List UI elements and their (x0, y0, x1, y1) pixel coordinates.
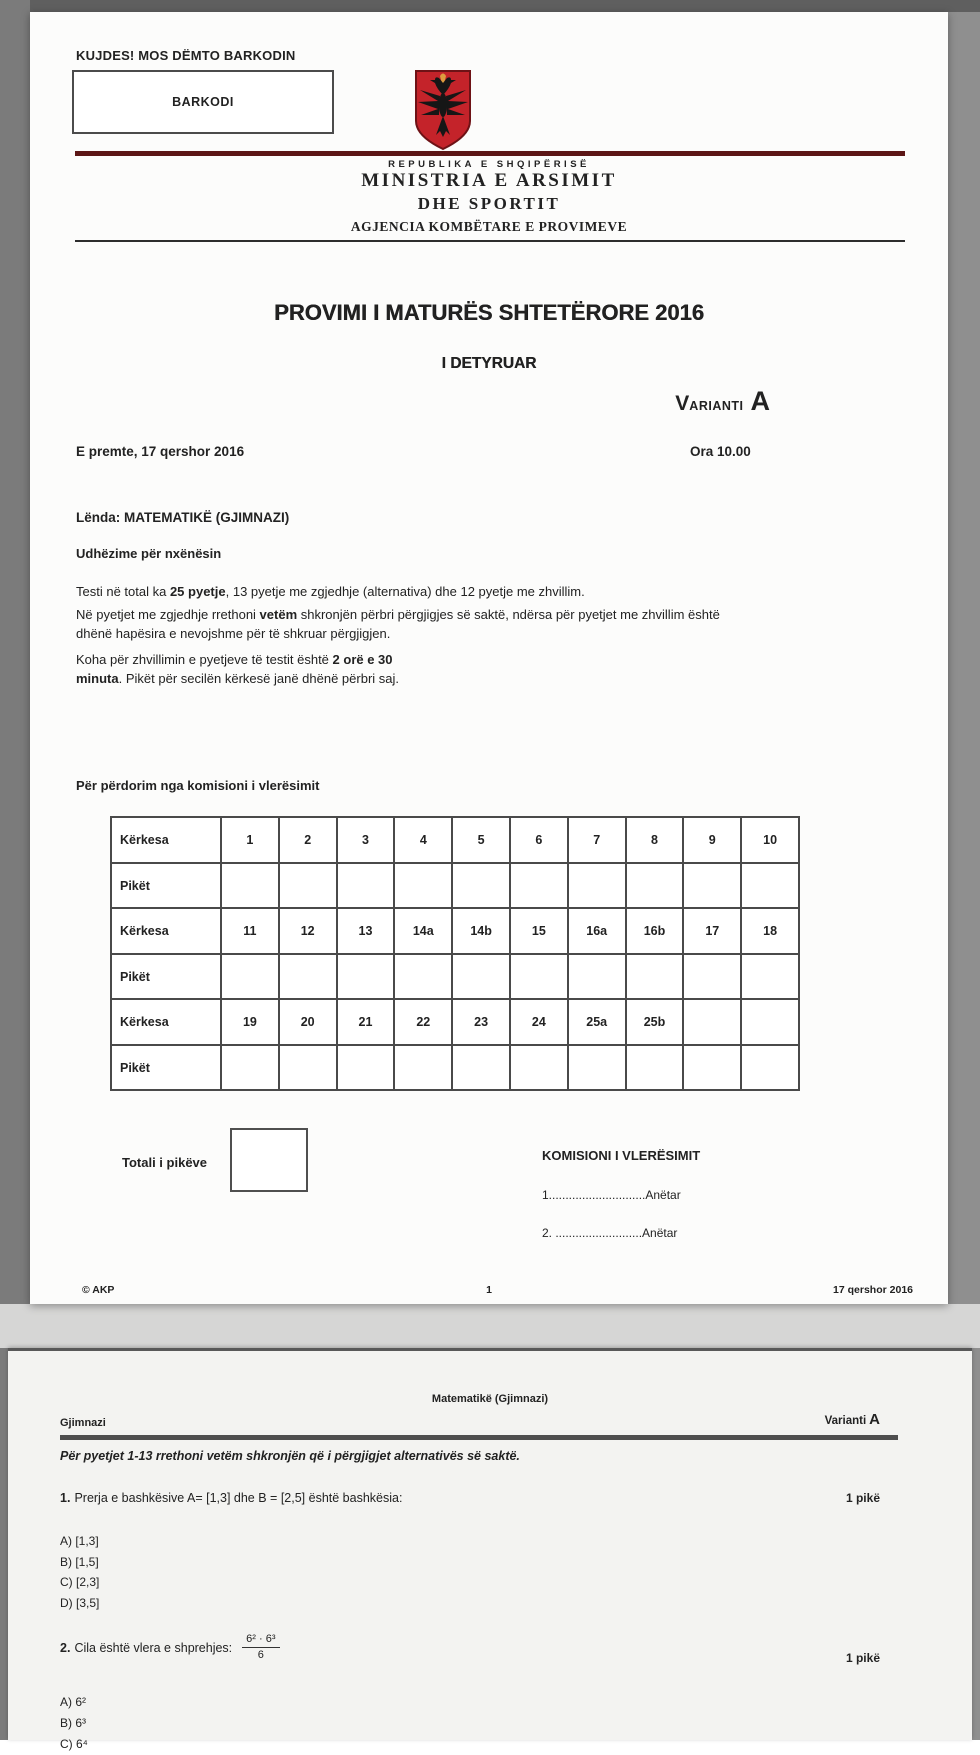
page2-subject-header: Matematikë (Gjimnazi) (431, 1393, 549, 1405)
page2-variant-header (825, 1411, 880, 1429)
score-table-cell (337, 1045, 395, 1090)
ministry-name-line1: MINISTRIA E ARSIMIT (361, 170, 617, 191)
score-table-cell (452, 954, 510, 999)
double-headed-eagle-icon (413, 66, 473, 154)
score-table-cell (626, 863, 684, 908)
score-table-cell: 14a (394, 908, 452, 954)
header-double-divider (75, 151, 905, 156)
question-2-points: 1 pikë (845, 1651, 880, 1665)
footer-page-number: 1 (486, 1284, 492, 1296)
evaluation-use-note: Për përdorim nga komisioni i vlerësimit (76, 778, 320, 793)
score-table-cell (221, 1045, 279, 1090)
answer-option: D) [3,5] (60, 1595, 100, 1610)
header-divider (75, 240, 905, 242)
agency-name: AGJENCIA KOMBËTARE E PROVIMEVE (350, 219, 628, 234)
footer-date: 17 qershor 2016 (833, 1284, 913, 1296)
ministry-name-line2: DHE SPORTIT (417, 194, 561, 213)
score-table-cell (279, 1045, 337, 1090)
score-table-row-label: Pikët (111, 1045, 221, 1090)
answer-option: A) [1,3] (60, 1534, 99, 1548)
score-table-cell: 6 (510, 817, 568, 863)
score-table-row (111, 908, 799, 954)
score-table-row-label: Kërkesa (111, 817, 221, 863)
page2-header-divider (60, 1435, 898, 1440)
answer-option: C) 6⁴ (60, 1737, 88, 1751)
question-2-options (60, 1692, 88, 1755)
score-table-cell: 16a (568, 908, 626, 954)
score-table-cell (221, 954, 279, 999)
fraction-numerator: 6² · 6³ (242, 1633, 279, 1648)
score-table-cell (683, 999, 741, 1045)
instruction-paragraph-2: Në pyetjet me zgjedhje rrethoni vetëm shkronjën përbri përgjigjes së saktë, ndërsa për pyetjet me zhvillim është dhënë hapësira e nevojshme për të shkruar përgjigjen. (76, 607, 720, 641)
barcode-label: BARKODI (172, 95, 234, 109)
score-table-row (111, 1045, 799, 1090)
exam-date: E premte, 17 qershor 2016 (76, 444, 245, 459)
score-table-cell: 7 (568, 817, 626, 863)
section-instruction: Për pyetjet 1-13 rrethoni vetëm shkronjën që i përgjigjet alternativës së saktë. (60, 1449, 520, 1463)
score-table-cell (741, 863, 799, 908)
score-table-body (111, 817, 799, 1090)
score-table-cell: 25b (626, 999, 684, 1045)
score-table-cell: 24 (510, 999, 568, 1045)
fraction-denominator: 6 (257, 1649, 264, 1661)
variant-letter: A (750, 386, 770, 416)
score-table (110, 816, 800, 1091)
instruction-paragraph-3: Koha për zhvillimin e pyetjeve të testit është 2 orë e 30 minuta. Pikët për secilën kërkesë janë dhënë përbri saj. (76, 652, 400, 686)
score-table-cell (337, 954, 395, 999)
score-table-row (111, 954, 799, 999)
question-2 (60, 1633, 280, 1662)
barcode-box (72, 70, 334, 134)
scan-top-edge (0, 0, 980, 12)
score-table-row (111, 863, 799, 908)
score-table-cell: 1 (221, 817, 279, 863)
exam-title: PROVIMI I MATURËS SHTETËRORE 2016 (274, 300, 704, 325)
score-table-cell: 17 (683, 908, 741, 954)
score-table-cell (683, 863, 741, 908)
score-table-row-label: Kërkesa (111, 908, 221, 954)
score-table-cell: 3 (337, 817, 395, 863)
score-table-cell (510, 1045, 568, 1090)
question-1-text: Prerja e bashkësive A= [1,3] dhe B = [2,5] është bashkësia: (74, 1491, 403, 1505)
page-2 (8, 1348, 972, 1751)
footer-copyright: © AKP (82, 1284, 115, 1296)
score-table-cell (394, 954, 452, 999)
commission-member-line-2: 2. ..........................Anëtar (542, 1226, 678, 1240)
score-table-cell: 14b (452, 908, 510, 954)
score-table-cell (337, 863, 395, 908)
score-table-row-label: Pikët (111, 863, 221, 908)
score-table-row-label: Kërkesa (111, 999, 221, 1045)
score-table-cell (626, 1045, 684, 1090)
score-table-cell (510, 954, 568, 999)
score-table-cell: 8 (626, 817, 684, 863)
question-2-number: 2. (60, 1640, 71, 1655)
score-table-cell: 23 (452, 999, 510, 1045)
score-table-cell: 11 (221, 908, 279, 954)
variant-word: ARIANTI (689, 399, 744, 413)
score-table-cell (683, 1045, 741, 1090)
score-table-cell (279, 954, 337, 999)
score-table-cell: 21 (337, 999, 395, 1045)
question-1-options (60, 1531, 99, 1613)
commission-title: KOMISIONI I VLERËSIMIT (542, 1148, 701, 1163)
score-table-cell (394, 1045, 452, 1090)
score-table-cell: 15 (510, 908, 568, 954)
score-table-row-label: Pikët (111, 954, 221, 999)
score-table-cell: 16b (626, 908, 684, 954)
score-table-cell: 18 (741, 908, 799, 954)
instructions-heading: Udhëzime për nxënësin (76, 546, 222, 561)
question-1-points: 1 pikë (845, 1491, 880, 1505)
instruction-paragraph-1: Testi në total ka 25 pyetje, 13 pyetje me zgjedhje (alternativa) dhe 12 pyetje me zhvillim. (76, 584, 585, 599)
score-table-cell: 12 (279, 908, 337, 954)
score-table-cell (568, 863, 626, 908)
score-table-cell: 2 (279, 817, 337, 863)
commission-member-line-1: 1.............................Anëtar (542, 1188, 681, 1202)
score-table-cell: 19 (221, 999, 279, 1045)
subject-line: Lënda: MATEMATIKË (GJIMNAZI) (76, 510, 290, 525)
question-2-fraction (242, 1633, 279, 1662)
answer-option: B) [1,5] (60, 1554, 99, 1569)
answer-option: A) 6² (60, 1695, 87, 1709)
answer-option: B) 6³ (60, 1716, 87, 1730)
question-1-number: 1. (60, 1491, 71, 1505)
score-table-cell (510, 863, 568, 908)
variant-initial: V (675, 392, 690, 415)
variant-label (675, 386, 770, 417)
score-table-cell: 9 (683, 817, 741, 863)
page-gap (0, 1304, 980, 1348)
page-1 (30, 12, 948, 1304)
score-table-cell (626, 954, 684, 999)
score-table-cell: 13 (337, 908, 395, 954)
score-table-cell: 20 (279, 999, 337, 1045)
score-table-cell (683, 954, 741, 999)
total-points-box (230, 1128, 308, 1192)
question-2-text: Cila është vlera e shprehjes: (74, 1640, 233, 1655)
page2-stream-header: Gjimnazi (60, 1417, 106, 1429)
score-table-cell (279, 863, 337, 908)
score-table-cell (741, 954, 799, 999)
score-table-cell (452, 863, 510, 908)
score-table-cell (568, 1045, 626, 1090)
barcode-warning: KUJDES! MOS DËMTO BARKODIN (76, 48, 296, 63)
score-table-cell: 10 (741, 817, 799, 863)
exam-subtitle: I DETYRUAR (441, 355, 537, 372)
albania-coat-of-arms (413, 66, 473, 154)
score-table-cell: 22 (394, 999, 452, 1045)
question-1 (60, 1491, 402, 1505)
score-table-cell (452, 1045, 510, 1090)
answer-option: C) [2,3] (60, 1575, 100, 1589)
score-table-row (111, 817, 799, 863)
republic-name: REPUBLIKA E SHQIPËRISË (388, 159, 590, 170)
page2-variant-letter: A (869, 1411, 880, 1428)
score-table-cell: 5 (452, 817, 510, 863)
score-table-cell (741, 999, 799, 1045)
score-table-cell (394, 863, 452, 908)
score-table-cell (221, 863, 279, 908)
score-table-row (111, 999, 799, 1045)
page2-variant-word: Varianti (824, 1415, 867, 1427)
exam-time: Ora 10.00 (690, 444, 751, 459)
score-table-cell: 4 (394, 817, 452, 863)
score-table-cell: 25a (568, 999, 626, 1045)
total-points-label: Totali i pikëve (122, 1155, 208, 1170)
score-table-cell (568, 954, 626, 999)
score-table-cell (741, 1045, 799, 1090)
